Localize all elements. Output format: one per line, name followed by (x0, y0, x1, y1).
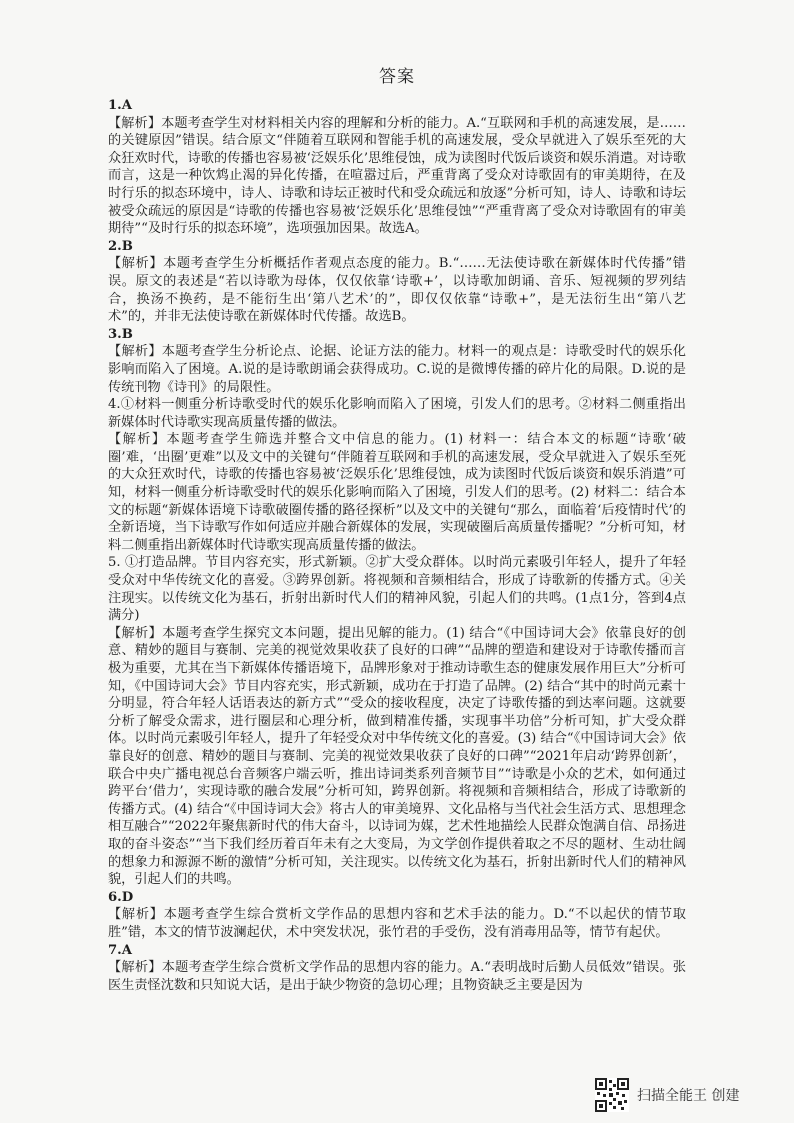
question-number: 2.B (108, 238, 133, 254)
answer-paragraph: 5. ①打造品牌。节目内容充实，形式新颖。②扩大受众群体。以时尚元素吸引年轻人，提升了年轻受众对中华传统文化的喜爱。③跨界创新。将视频和音频相结合，形成了诗歌新的传播方式。④关注现实。以传统文化为基石，折射出新时代人们的精神风貌，引起人们的共鸣。(1点1分，答到4点满分) (108, 555, 686, 624)
analysis-paragraph: 【解析】本题考查学生筛选并整合文中信息的能力。(1) 材料一：结合本文的标题“诗歌‘破圈’难，‘出圈’更难”以及文中的关键句“伴随着互联网和手机的高速发展，受众早就进入了娱乐至死的大众狂欢时代，诗歌的传播也容易被‘泛娱乐化’思维侵蚀，成为读图时代饭后谈资和娱乐消遣”可知，材料一侧重分析诗歌受时代的娱乐化影响而陷入了困境，引发人们的思考。(2) 材料二：结合本文的标题“新媒体语境下诗歌破圈传播的路径探析”以及文中的关键句“那么，面临着‘后疫情时代’的全新语境，当下诗歌写作如何适应并融合新媒体的发展，实现破圈后高质量传播呢？”分析可知，材料二侧重指出新媒体时代诗歌实现高质量传播的做法。 (108, 432, 686, 553)
page-title: 答案 (379, 67, 415, 87)
question-number: 7.A (108, 942, 132, 958)
analysis-paragraph: 【解析】本题考查学生分析论点、论据、论证方法的能力。材料一的观点是：诗歌受时代的娱乐化影响而陷入了困境。A.说的是诗歌朗诵会获得成功。C.说的是微博传播的碎片化的局限。D.说的是传统刊物《诗刊》的局限性。 (108, 344, 686, 395)
analysis-paragraph: 【解析】本题考查学生综合赏析文学作品的思想内容的能力。A.“表明战时后勤人员低效”错误。张医生责怪沈数和只知说大话，是出于缺少物资的急切心理；且物资缺乏主要是因为 (108, 960, 686, 993)
question-number: 3.B (108, 326, 133, 342)
qr-code-icon (595, 1078, 629, 1112)
answer-content (108, 97, 686, 994)
analysis-paragraph: 【解析】本题考查学生综合赏析文学作品的思想内容和艺术手法的能力。D.“不以起伏的情节取胜”错，本文的情节波澜起伏，术中突发状况，张竹君的手受伤，没有消毒用品等，情节有起伏。 (108, 907, 686, 940)
analysis-paragraph: 【解析】本题考查学生分析概括作者观点态度的能力。B.“……无法使诗歌在新媒体时代传播”错误。原文的表述是“若以诗歌为母体，仅仅依靠‘诗歌+’，以诗歌加朗诵、音乐、短视频的罗列结合，换汤不换药，是不能衍生出‘第八艺术’的”，即仅仅依靠“诗歌+”，是无法衍生出“第八艺术”的，并非无法使诗歌在新媒体时代传播。故选B。 (108, 256, 686, 325)
analysis-paragraph: 【解析】本题考查学生探究文本问题，提出见解的能力。(1) 结合“《中国诗词大会》依靠良好的创意、精妙的题目与赛制、完美的视觉效果收获了良好的口碑”“品牌的塑造和建设对于诗歌传播而言极为重要，尤其在当下新媒体传播语境下，品牌形象对于推动诗歌生态的健康发展作用巨大”分析可知，《中国诗词大会》节目内容充实，形式新颖，成功在于打造了品牌。(2) 结合“其中的时尚元素十分明显，符合年轻人话语表达的新方式”“受众的接收程度，决定了诗歌传播的到达率问题。这就要分析了解受众需求，进行圈层和心理分析，做到精准传播，实现事半功倍”分析可知，扩大受众群体。以时尚元素吸引年轻人，提升了年轻受众对中华传统文化的喜爱。(3) 结合“《中国诗词大会》依靠良好的创意、精妙的题目与赛制、完美的视觉效果收获了良好的口碑”“2021年启动‘跨界创新’，联合中央广播电视总台音频客户端云听，推出诗词类系列音频节目”“诗歌是小众的艺术，如何通过跨平台‘借力’，实现诗歌的融合发展”分析可知，跨界创新。将视频和音频相结合，形成了诗歌新的传播方式。(4) 结合“《中国诗词大会》将古人的审美境界、文化品格与当代社会生活方式、思想理念相互融合”“2022年聚焦新时代的伟大奋斗，以诗词为媒，艺术性地描绘人民群众饱满自信、昂扬进取的奋斗姿态”“当下我们经历着百年未有之大变局，为文学创作提供着取之不尽的题材、生动壮阔的想象力和源源不断的激情”分析可知，关注现实。以传统文化为基石，折射出新时代人们的精神风貌，引起人们的共鸣。 (108, 625, 686, 888)
scanner-watermark (595, 1075, 739, 1115)
question-number: 6.D (108, 889, 134, 905)
analysis-paragraph: 【解析】本题考查学生对材料相关内容的理解和分析的能力。A.“互联网和手机的高速发展，是……的关键原因”错误。结合原文“伴随着互联网和智能手机的高速发展，受众早就进入了娱乐至死的大众狂欢时代，诗歌的传播也容易被‘泛娱乐化’思维侵蚀，成为读图时代饭后谈资和娱乐消遣。对诗歌而言，这是一种饮鸩止渴的异化传播，在喧嚣过后，严重背离了受众对诗歌固有的审美期待，在及时行乐的拟态环境中，诗人、诗歌和诗坛正被时代和受众疏远和放逐”分析可知，诗人、诗歌和诗坛被受众疏远的原因是“诗歌的传播也容易被‘泛娱乐化’思维侵蚀”“严重背离了受众对诗歌固有的审美期待”“及时行乐的拟态环境”，选项强加因果。故选A。 (108, 115, 686, 237)
answer-paragraph: 4.①材料一侧重分析诗歌受时代的娱乐化影响而陷入了困境，引发人们的思考。②材料二侧重指出新媒体时代诗歌实现高质量传播的做法。 (108, 397, 686, 430)
scanner-brand-label: 扫描全能王 创建 (637, 1088, 740, 1104)
question-number: 1.A (108, 98, 132, 113)
